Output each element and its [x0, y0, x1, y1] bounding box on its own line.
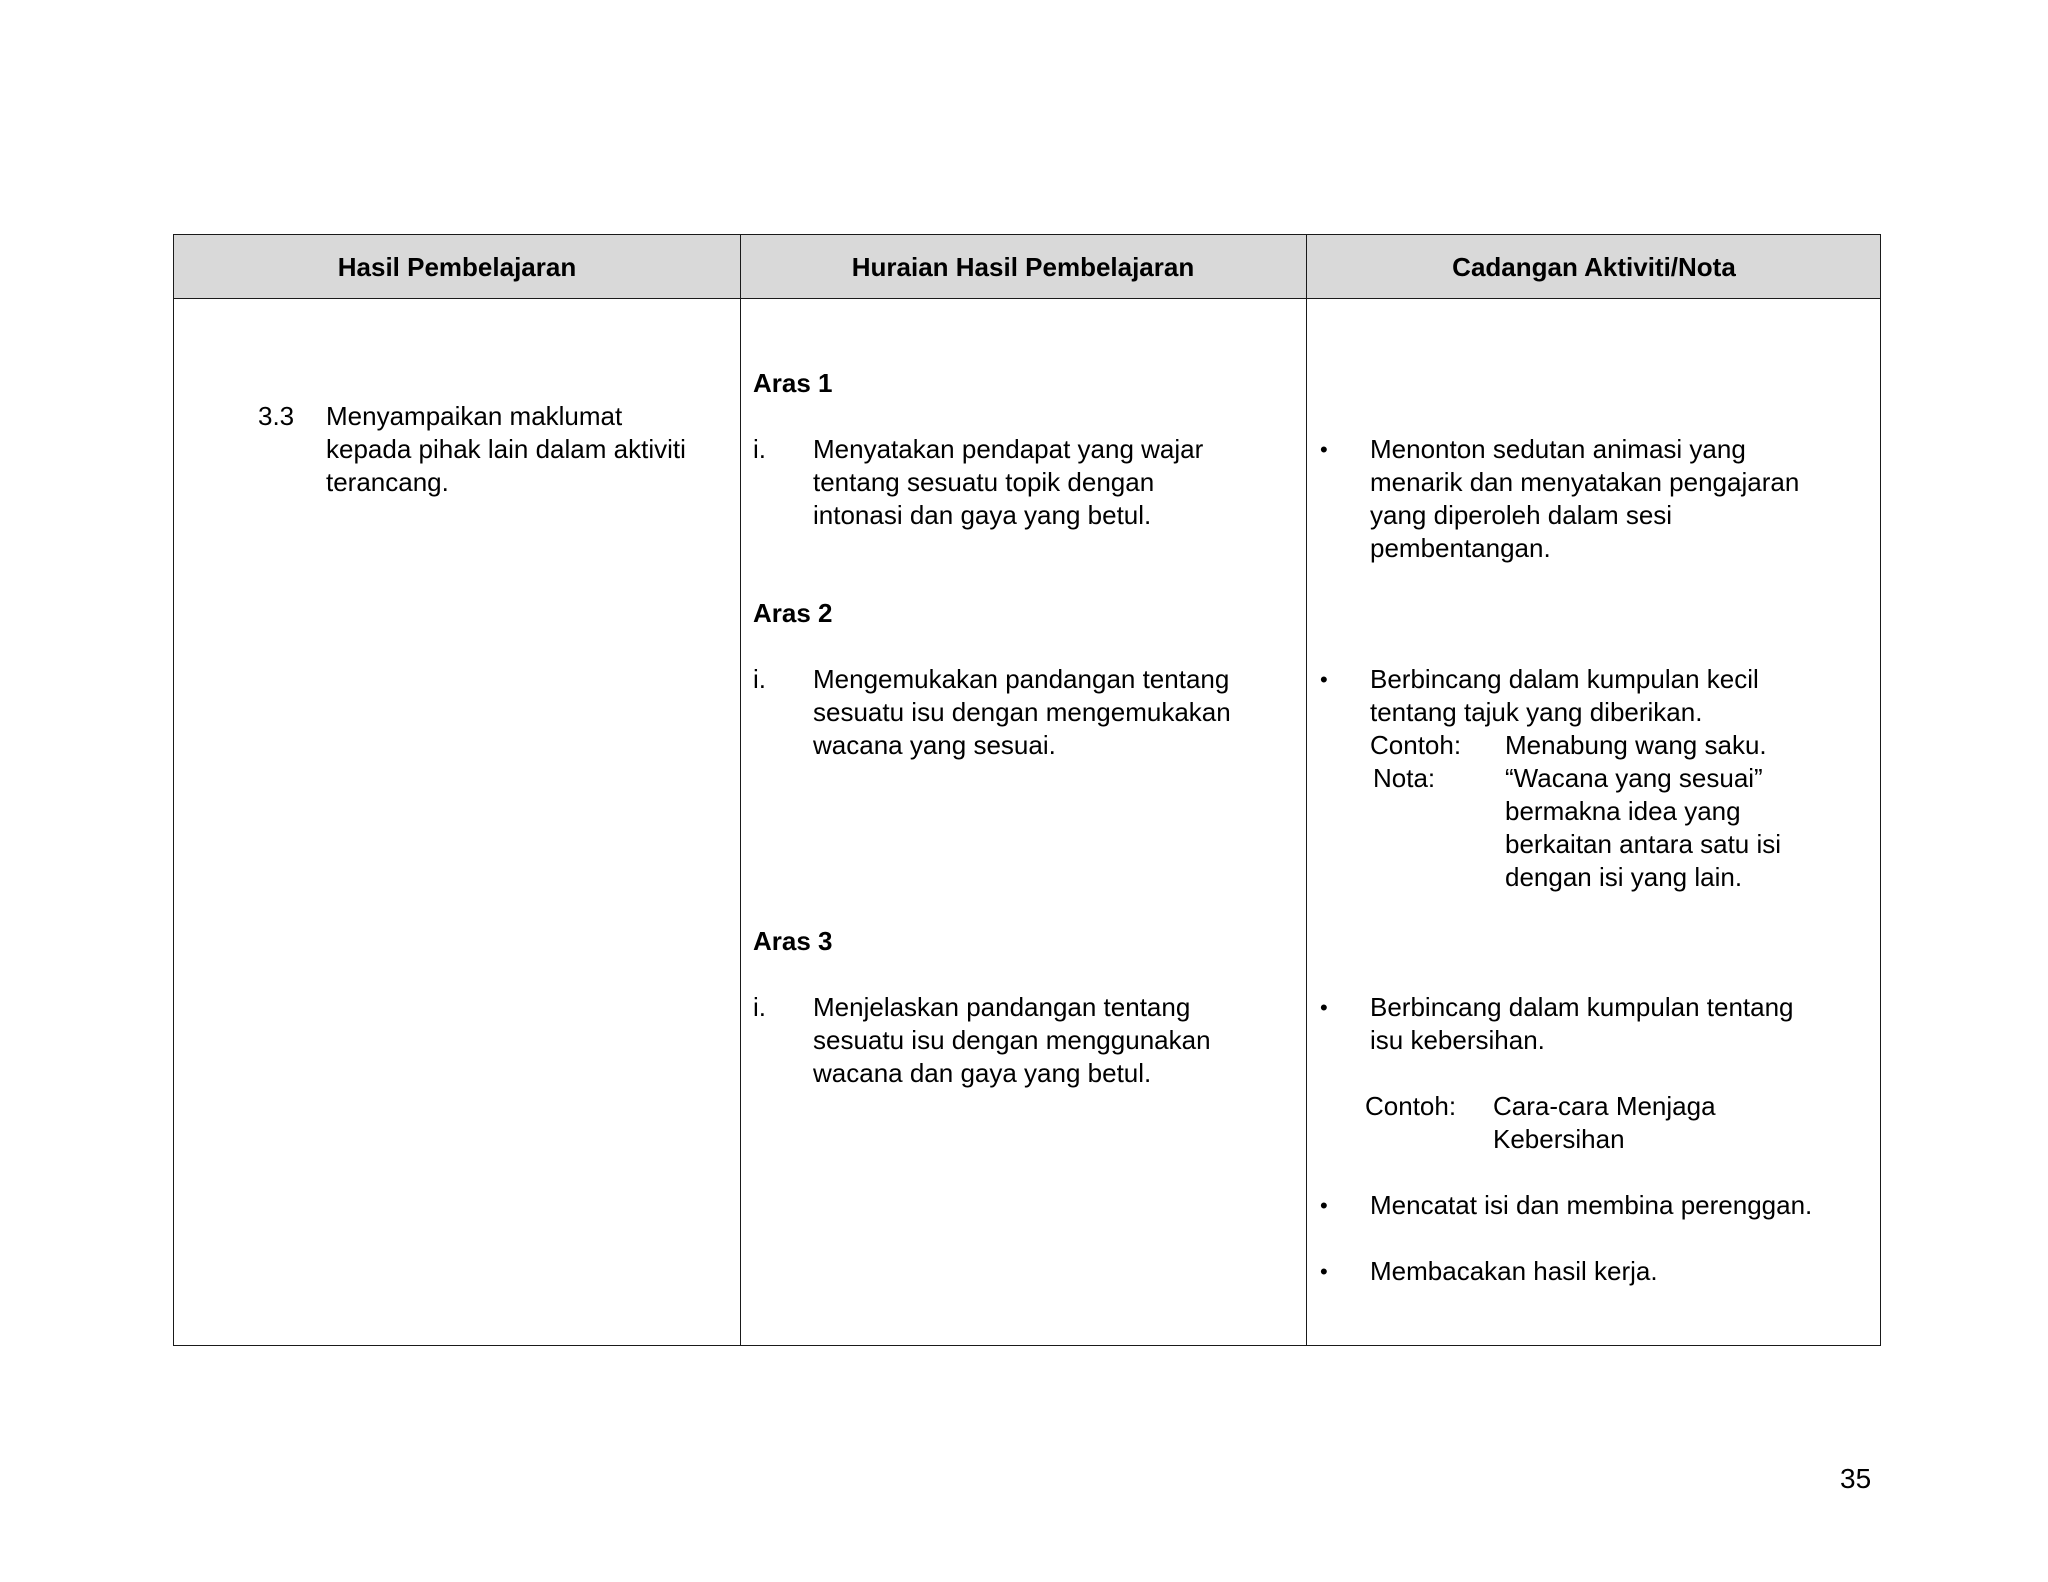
description-line: sesuatu isu dengan menggunakan [813, 1025, 1211, 1055]
table-header-row [174, 235, 1880, 299]
outcome-text-line: kepada pihak lain dalam aktiviti [326, 434, 686, 464]
item-marker: i. [753, 434, 766, 464]
example-label: Contoh: [1370, 730, 1462, 760]
activity-line: Membacakan hasil kerja. [1370, 1256, 1658, 1286]
header-hasil-pembelajaran: Hasil Pembelajaran [337, 251, 577, 282]
activity-line: Berbincang dalam kumpulan kecil [1370, 664, 1759, 694]
bullet-icon: • [1320, 1259, 1328, 1284]
description-line: wacana dan gaya yang betul. [813, 1058, 1152, 1088]
note-line: dengan isi yang lain. [1505, 862, 1743, 892]
column-divider [740, 235, 741, 1345]
bullet-icon: • [1320, 437, 1328, 462]
header-huraian-hasil-pembelajaran: Huraian Hasil Pembelajaran [851, 251, 1195, 282]
description-line: Menjelaskan pandangan tentang [813, 992, 1191, 1022]
example-value: Kebersihan [1493, 1124, 1625, 1154]
activity-line: menarik dan menyatakan pengajaran [1370, 467, 1800, 497]
outcome-text-line: terancang. [326, 467, 449, 497]
description-line: tentang sesuatu topik dengan [813, 467, 1155, 497]
bullet-icon: • [1320, 995, 1328, 1020]
activity-line: Menonton sedutan animasi yang [1370, 434, 1746, 464]
level-title: Aras 3 [753, 926, 833, 956]
header-cadangan-aktiviti-nota: Cadangan Aktiviti/Nota [1452, 251, 1736, 282]
outcome-text-line: Menyampaikan maklumat [326, 401, 623, 431]
note-line: “Wacana yang sesuai” [1505, 763, 1763, 793]
description-line: sesuatu isu dengan mengemukakan [813, 697, 1231, 727]
level-title: Aras 2 [753, 598, 833, 628]
column-divider [1306, 235, 1307, 1345]
level-title: Aras 1 [753, 368, 833, 398]
note-line: berkaitan antara satu isi [1505, 829, 1782, 859]
activity-line: Berbincang dalam kumpulan tentang [1370, 992, 1794, 1022]
page-number: 35 [1840, 1463, 1872, 1494]
activity-line: isu kebersihan. [1370, 1025, 1545, 1055]
example-value: Cara-cara Menjaga [1493, 1091, 1716, 1121]
activity-line: Mencatat isi dan membina perenggan. [1370, 1190, 1813, 1220]
outcome-number: 3.3 [258, 401, 295, 431]
description-line: wacana yang sesuai. [813, 730, 1056, 760]
activity-line: tentang tajuk yang diberikan. [1370, 697, 1703, 727]
activity-line: pembentangan. [1370, 533, 1551, 563]
example-value: Menabung wang saku. [1505, 730, 1767, 760]
description-line: intonasi dan gaya yang betul. [813, 500, 1152, 530]
item-marker: i. [753, 664, 766, 694]
example-label: Contoh: [1365, 1091, 1457, 1121]
bullet-icon: • [1320, 667, 1328, 692]
bullet-icon: • [1320, 1193, 1328, 1218]
item-marker: i. [753, 992, 766, 1022]
description-line: Menyatakan pendapat yang wajar [813, 434, 1204, 464]
description-line: Mengemukakan pandangan tentang [813, 664, 1230, 694]
activity-line: yang diperoleh dalam sesi [1370, 500, 1673, 530]
note-label: Nota: [1373, 763, 1436, 793]
note-line: bermakna idea yang [1505, 796, 1741, 826]
